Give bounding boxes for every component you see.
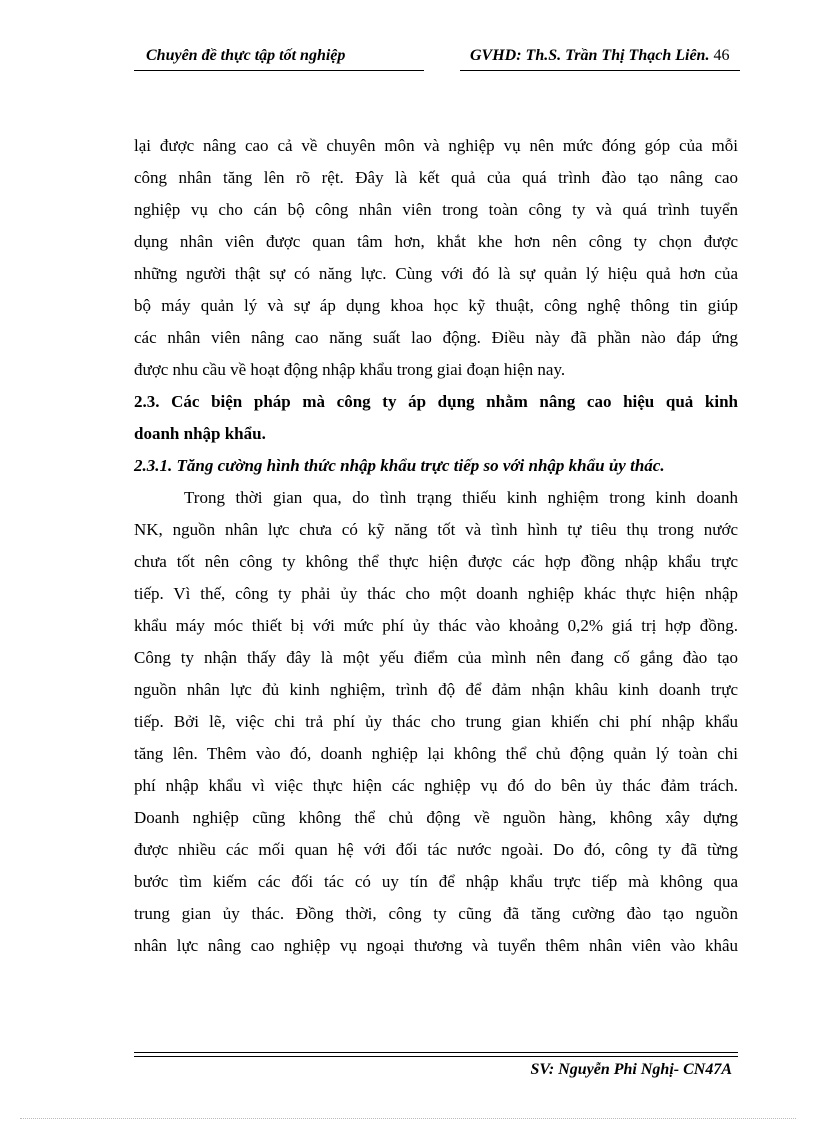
page-number: 46 (713, 47, 730, 64)
subsection-heading: 2.3.1. Tăng cường hình thức nhập khẩu trực tiếp so với nhập khẩu ủy thác. (134, 456, 665, 475)
paragraph-line: nhân lực nâng cao nghiệp vụ ngoại thương và tuyển thêm nhân viên vào khâu (134, 936, 738, 955)
header-underline-right (460, 70, 740, 71)
paragraph-line: nghiệp vụ cho cán bộ công nhân viên trong toàn công ty và quá trình tuyển (134, 200, 738, 219)
paragraph-line: được nhiều các mối quan hệ với đối tác nước ngoài. Do đó, công ty đã từng (134, 840, 738, 859)
paragraph-line: những người thật sự có năng lực. Cùng với đó là sự quản lý hiệu quả hơn của (134, 264, 738, 283)
paragraph-line: lại được nâng cao cả về chuyên môn và nghiệp vụ nên mức đóng góp của mỗi (134, 136, 738, 155)
page-body (134, 130, 738, 962)
section-heading: 2.3. Các biện pháp mà công ty áp dụng nhằm nâng cao hiệu quả kinh (134, 392, 738, 411)
paragraph-line: được nhu cầu về hoạt động nhập khẩu trong giai đoạn hiện nay. (134, 360, 566, 379)
paragraph-line: phí nhập khẩu vì việc thực hiện các nghiệp vụ đó do bên ủy thác đảm trách. (134, 776, 738, 795)
paragraph-line: bước tìm kiếm các đối tác có uy tín để nhập khẩu trực tiếp mà không qua (134, 872, 738, 891)
paragraph-line: dụng nhân viên được quan tâm hơn, khắt khe hơn nên công ty chọn được (134, 232, 738, 251)
footer-rule-top (134, 1052, 738, 1053)
section-heading: doanh nhập khẩu. (134, 424, 266, 443)
header-advisor (470, 47, 729, 65)
paragraph-line: Công ty nhận thấy đây là một yếu điểm của mình nên đang cố gắng đào tạo (134, 648, 738, 667)
paragraph-line: tiếp. Vì thế, công ty phải ủy thác cho một doanh nghiệp khác thực hiện nhập (134, 584, 738, 603)
paragraph-line: bộ máy quản lý và sự áp dụng khoa học kỹ thuật, công nghệ thông tin giúp (134, 296, 738, 315)
paragraph-line: Trong thời gian qua, do tình trạng thiếu kinh nghiệm trong kinh doanh (184, 488, 738, 507)
paragraph-line: khẩu máy móc thiết bị với mức phí ủy thác vào khoảng 0,2% giá trị hợp đồng. (134, 616, 738, 635)
page-bottom-dotted-rule (20, 1118, 796, 1119)
paragraph-line: nguồn nhân lực đủ kinh nghiệm, trình độ để đảm nhận khâu kinh doanh trực (134, 680, 738, 699)
header-advisor-name: GVHD: Th.S. Trần Thị Thạch Liên. (470, 47, 710, 64)
paragraph-line: công nhân tăng lên rõ rệt. Đây là kết quả của quá trình đào tạo nâng cao (134, 168, 738, 187)
footer-rule-bottom (134, 1056, 738, 1057)
paragraph-line: tăng lên. Thêm vào đó, doanh nghiệp lại không thể chủ động quản lý toàn chi (134, 744, 738, 763)
header-title: Chuyên đề thực tập tốt nghiệp (146, 47, 346, 64)
paragraph-line: trung gian ủy thác. Đồng thời, công ty cũng đã tăng cường đào tạo nguồn (134, 904, 738, 923)
paragraph-line: NK, nguồn nhân lực chưa có kỹ năng tốt và tình hình tự tiêu thụ trong nước (134, 520, 738, 539)
footer-student: SV: Nguyễn Phi Nghị- CN47A (530, 1061, 732, 1078)
paragraph-line: các nhân viên nâng cao năng suất lao động. Điều này đã phần nào đáp ứng (134, 328, 738, 347)
paragraph-line: tiếp. Bởi lẽ, việc chi trả phí ủy thác cho trung gian khiến chi phí nhập khẩu (134, 712, 738, 731)
paragraph-line: Doanh nghiệp cũng không thể chủ động về nguồn hàng, không xây dựng (134, 808, 738, 827)
header-underline-left (134, 70, 424, 71)
paragraph-line: chưa tốt nên công ty không thể thực hiện được các hợp đồng nhập khẩu trực (134, 552, 738, 571)
